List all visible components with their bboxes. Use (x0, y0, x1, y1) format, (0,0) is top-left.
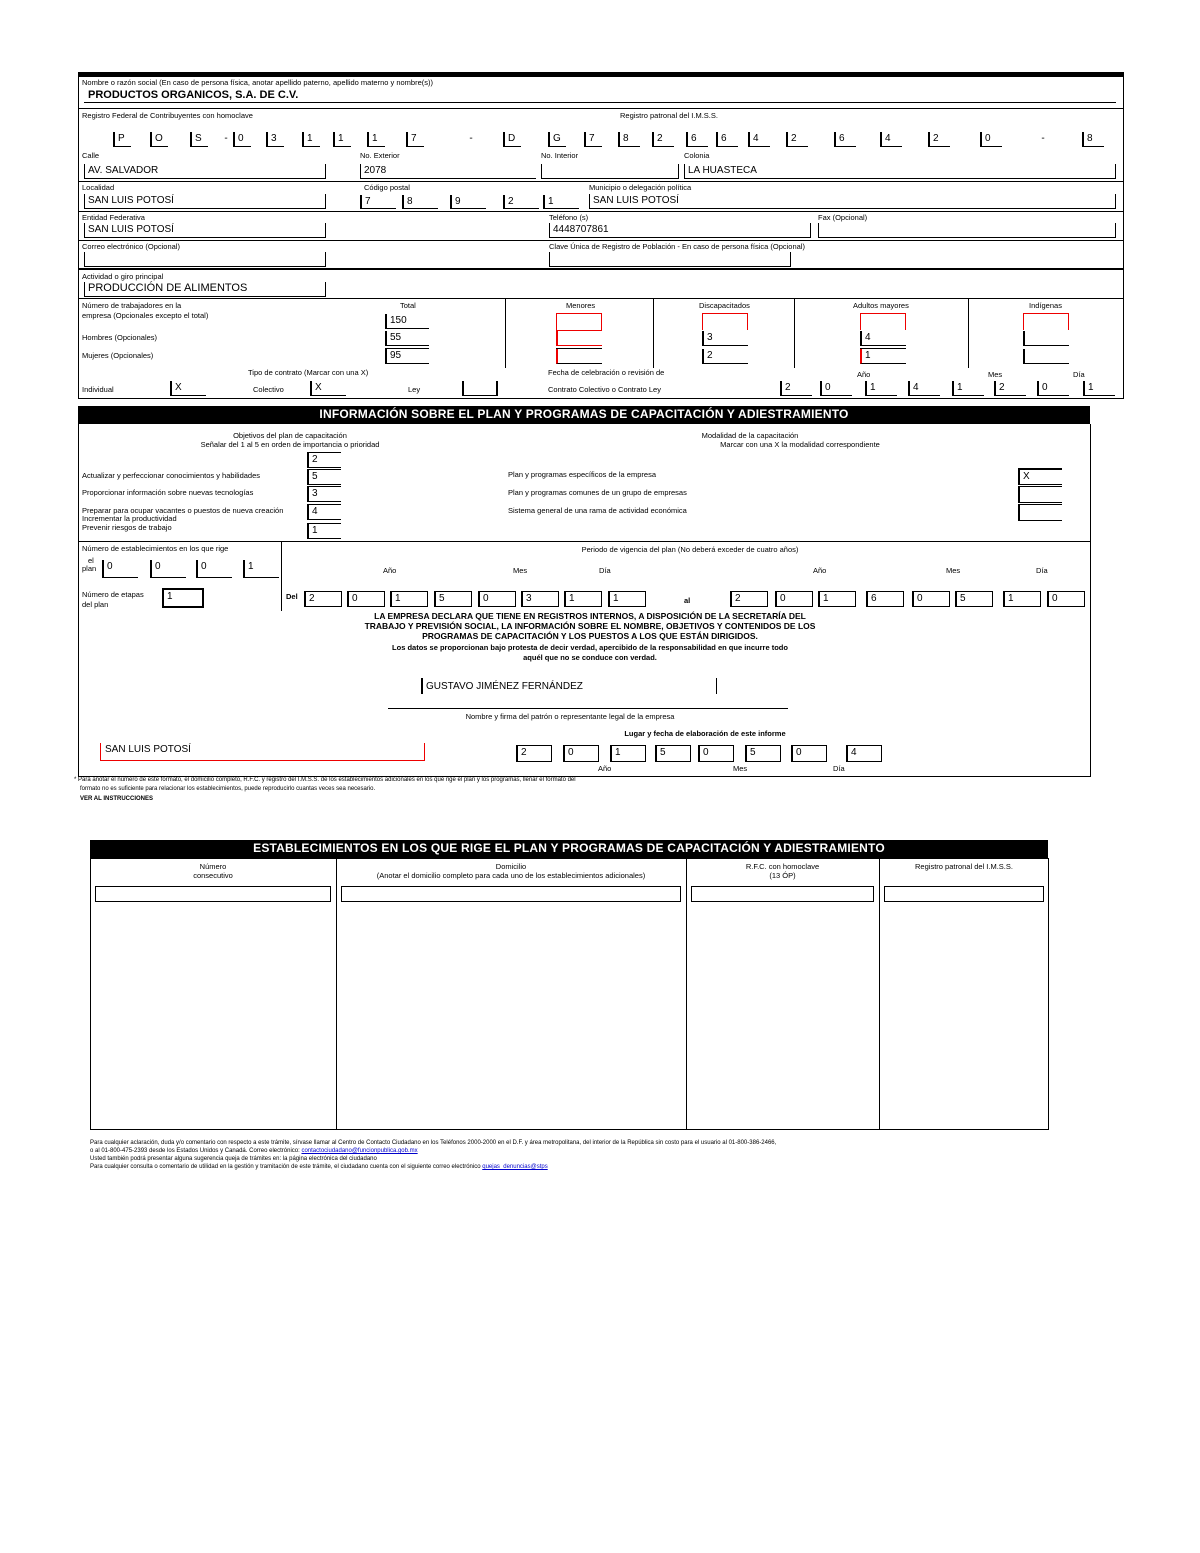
footer-email-link[interactable]: contactociudadano@funcionpublica.gob.mx (301, 1148, 418, 1154)
total-cell[interactable]: 150 (385, 314, 429, 329)
imss-box[interactable]: 6 (834, 132, 856, 147)
establecimientos-box[interactable]: 0 (150, 560, 186, 578)
anio-label: Año (857, 370, 871, 379)
rfc-box[interactable]: - (469, 133, 473, 144)
cp-box[interactable]: 8 (402, 195, 438, 209)
fecha-celebracion-box[interactable]: 1 (1083, 381, 1115, 396)
col-numero-2: consecutivo (193, 871, 233, 880)
actividad-input[interactable]: PRODUCCIÓN DE ALIMENTOS (84, 282, 326, 297)
vigencia-al-box[interactable]: 0 (912, 591, 950, 607)
individual-checkbox[interactable]: X (170, 381, 206, 396)
curp-input[interactable] (549, 252, 791, 267)
ley-label: Ley (408, 385, 421, 394)
rfc-box[interactable]: 1 (333, 132, 351, 147)
hombres-adultos-cell[interactable]: 4 (860, 331, 906, 346)
vigencia-anio-2: Año (813, 566, 827, 575)
col-sep (336, 858, 337, 1130)
vigencia-dia-2: Día (1036, 566, 1048, 575)
col-sep (505, 298, 506, 368)
frame-right (1090, 424, 1091, 776)
firma-label: Nombre y firma del patrón o representante legal de la empresa (465, 712, 675, 721)
nota-1: * Para anotar el número de este formato, el domicilio completo, R.F.C. y registro del I.M.S.S. de los establecimientos adicionales en los que rige el plan y los programas, llenar el formato del (74, 777, 576, 783)
frame-bottom (78, 398, 1124, 399)
vigencia-del-box[interactable]: 1 (564, 591, 602, 607)
objetivo-priority-input[interactable]: 2 (307, 452, 341, 468)
modalidad-label: Plan y programas comunes de un grupo de empresas (508, 488, 687, 497)
rule (556, 348, 602, 349)
objetivo-priority-input[interactable]: 1 (307, 523, 341, 539)
footer-line-3: Usted también podrá presentar alguna sugerencia queja de trámites en: la página electrónica del ciudadano (90, 1156, 377, 1162)
mujeres-indigenas-cell[interactable] (1023, 349, 1069, 364)
rfc-input[interactable] (691, 886, 874, 902)
fecha-celebracion-box[interactable]: 2 (780, 381, 812, 396)
col-imss: Registro patronal del I.M.S.S. (915, 862, 1013, 871)
colectivo-label: Colectivo (253, 385, 284, 394)
etapas-input[interactable]: 1 (162, 588, 204, 608)
establecimientos-box[interactable]: 0 (102, 560, 138, 578)
frame-left (78, 424, 79, 776)
entidad-input[interactable]: SAN LUIS POTOSÍ (84, 223, 326, 238)
actividad-label: Actividad o giro principal (82, 272, 164, 281)
col-rfc-2: (13 ÓP) (769, 871, 796, 880)
imss-box[interactable]: 6 (686, 132, 708, 147)
municipio-input[interactable]: SAN LUIS POTOSÍ (589, 194, 1116, 209)
frame-right (1123, 72, 1124, 398)
rfc-box[interactable]: 0 (233, 132, 251, 147)
divider (78, 240, 1124, 241)
declaracion-2: TRABAJO Y PREVISIÓN SOCIAL, LA INFORMACIÓN SOBRE EL NOMBRE, OBJETIVOS Y CONTENIDOS DE LOS (364, 621, 816, 631)
razon-label: Nombre o razón social (En caso de persona física, anotar apellido paterno, apellido materno y nombre(s)) (82, 78, 434, 87)
establecimientos-box[interactable]: 0 (196, 560, 232, 578)
localidad-label: Localidad (82, 183, 115, 192)
fecha-celebracion-box[interactable]: 0 (1037, 381, 1069, 396)
hombres-indigenas-cell[interactable] (1023, 331, 1069, 346)
vigencia-del-box[interactable]: 5 (434, 591, 472, 607)
objetivo-label: Proporcionar información sobre nuevas tecnologías (82, 488, 254, 497)
etapas-label: Número de etapas (82, 590, 144, 599)
cp-box[interactable]: 2 (503, 195, 539, 209)
col-sep (281, 541, 282, 611)
modalidad-label: Plan y programas específicos de la empresa (508, 470, 656, 479)
rep-bracket (421, 678, 423, 694)
establecimientos-label-plan: plan (82, 564, 97, 573)
municipio-label: Municipio o delegación política (589, 183, 692, 192)
col-total: Total (400, 301, 416, 310)
nota-2: formato no es suficiente para relacionar los establecimientos, puede reproducirlo cuantas veces sea necesario. (80, 786, 376, 792)
rfc-box[interactable]: D (503, 132, 521, 147)
mujeres-adultos-cell[interactable]: 1 (860, 349, 906, 364)
footer-line-4: Para cualquier consulta o comentario de utilidad en la gestión y tramitación de este trámite, el ciudadano cuenta con el siguiente correo electrónico quejas_denuncias@stps (90, 1164, 548, 1170)
calle-label: Calle (82, 151, 100, 160)
imss-box[interactable]: 8 (1082, 132, 1104, 147)
calle-input[interactable]: AV. SALVADOR (84, 164, 326, 179)
fecha-celebracion-box[interactable]: 1 (952, 381, 984, 396)
imss-box[interactable]: - (1041, 133, 1045, 144)
telefono-input[interactable]: 4448707861 (549, 223, 811, 238)
rep-bracket (716, 678, 717, 694)
rfc-box[interactable]: - (224, 133, 228, 144)
mujeres-menores-cell[interactable] (556, 349, 602, 364)
vigencia-del-box[interactable]: 1 (608, 591, 646, 607)
razon-value[interactable]: PRODUCTOS ORGANICOS, S.A. DE C.V. (88, 89, 299, 101)
objetivo-label: Incrementar la productividad (82, 514, 177, 523)
objetivo-priority-input[interactable]: 5 (307, 469, 341, 485)
fecha-celebracion-box[interactable]: 1 (865, 381, 897, 396)
footer-line-1: Para cualquier aclaración, duda y/o comentario con respecto a este trámite, sírvase llamar al Centro de Contacto Ciudadano en los Teléfonos 2000-2000 en el D.F. y área metropolitana, del interior de la República sin costo para el usuario al 01-800-386-2466, (90, 1140, 777, 1146)
vigencia-al-box[interactable]: 0 (1047, 591, 1085, 607)
telefono-label: Teléfono (s) (549, 213, 589, 222)
rfc-box[interactable]: 7 (584, 132, 602, 147)
vigencia-mes-2: Mes (946, 566, 961, 575)
fecha-mes-label: Mes (733, 764, 748, 773)
imss-box[interactable]: 0 (980, 132, 1002, 147)
col-domicilio: Domicilio (495, 862, 527, 871)
fecha-celebracion-label-2: Contrato Colectivo o Contrato Ley (548, 385, 661, 394)
fecha-elaboracion-box[interactable]: 0 (791, 745, 827, 762)
imss-box[interactable]: 2 (928, 132, 950, 147)
col-domicilio-2: (Anotar el domicilio completo para cada uno de los establecimientos adicionales) (376, 871, 646, 880)
hombres-total-cell[interactable]: 55 (385, 331, 429, 346)
localidad-input[interactable]: SAN LUIS POTOSÍ (84, 194, 326, 209)
divider (78, 541, 1091, 542)
fecha-elaboracion-box[interactable]: 5 (745, 745, 781, 762)
curp-label: Clave Única de Registro de Población - En caso de persona física (Opcional) (549, 242, 805, 251)
vigencia-al-box[interactable]: 1 (1003, 591, 1041, 607)
fecha-celebracion-box[interactable]: 2 (994, 381, 1026, 396)
vigencia-mes-1: Mes (513, 566, 528, 575)
rfc-box[interactable]: 3 (266, 132, 284, 147)
rfc-label: Registro Federal de Contribuyentes con homoclave (82, 111, 253, 120)
col-sep (686, 858, 687, 1130)
vigencia-del-box[interactable]: 0 (347, 591, 385, 607)
objetivos-label: Objetivos del plan de capacitación (233, 431, 347, 440)
fecha-celebracion-label: Fecha de celebración o revisión de (548, 368, 665, 377)
protesta-2: aquél que no se conduce con verdad. (523, 653, 657, 662)
vigencia-al-box[interactable]: 1 (818, 591, 856, 607)
objetivos-sublabel: Señalar del 1 al 5 en orden de importancia o prioridad (200, 440, 380, 449)
vigencia-al-box[interactable]: 6 (866, 591, 904, 607)
fecha-anio-label: Año (598, 764, 612, 773)
rfc-box[interactable]: 1 (302, 132, 320, 147)
objetivo-priority-input[interactable]: 3 (307, 486, 341, 502)
objetivo-priority-input[interactable]: 4 (307, 504, 341, 520)
establecimientos-label: Número de establecimientos en los que rige (82, 544, 229, 553)
divider (78, 181, 1124, 182)
imss-input[interactable] (884, 886, 1044, 902)
vigencia-del-box[interactable]: 3 (521, 591, 559, 607)
declaracion-1: LA EMPRESA DECLARA QUE TIENE EN REGISTROS INTERNOS, A DISPOSICIÓN DE LA SECRETARÍA DEL (374, 611, 806, 621)
top-rule (78, 72, 1124, 77)
vigencia-del-box[interactable]: 0 (478, 591, 516, 607)
objetivo-label: Prevenir riesgos de trabajo (82, 523, 172, 532)
rfc-box[interactable]: P (113, 132, 131, 147)
imss-box[interactable]: 2 (786, 132, 808, 147)
trabajadores-label-2: empresa (Opcionales excepto el total) (82, 311, 209, 320)
fecha-elaboracion-box[interactable]: 0 (563, 745, 599, 762)
rfc-box[interactable]: G (548, 132, 566, 147)
modalidad-label: Modalidad de la capacitación (701, 431, 799, 440)
dia-label: Día (1073, 370, 1085, 379)
fecha-celebracion-box[interactable]: 0 (820, 381, 852, 396)
modalidad-checkbox[interactable] (1018, 486, 1062, 503)
colonia-label: Colonia (684, 151, 710, 160)
correo-label: Correo electrónico (Opcional) (82, 242, 180, 251)
lugar-input[interactable]: SAN LUIS POTOSÍ (100, 743, 425, 761)
cp-box[interactable]: 7 (360, 195, 396, 209)
mujeres-total-cell[interactable]: 95 (385, 349, 429, 364)
plan-section-title: INFORMACIÓN SOBRE EL PLAN Y PROGRAMAS DE CAPACITACIÓN Y ADIESTRAMIENTO (78, 406, 1090, 424)
fecha-dia-label: Día (833, 764, 845, 773)
imss-box[interactable]: 6 (716, 132, 738, 147)
modalidad-label: Sistema general de una rama de actividad económica (508, 506, 687, 515)
ley-checkbox[interactable] (462, 381, 498, 396)
hombres-menores-cell[interactable] (556, 331, 602, 346)
hombres-label: Hombres (Opcionales) (82, 333, 158, 342)
rule (860, 348, 906, 349)
cp-box[interactable]: 1 (543, 195, 579, 209)
modalidad-checkbox[interactable]: X (1018, 468, 1062, 485)
firma-line (388, 708, 788, 709)
establecimientos-box[interactable]: 1 (243, 560, 279, 578)
cp-box[interactable]: 9 (450, 195, 486, 209)
discap-total-cell[interactable] (702, 313, 748, 330)
nota-3: VER AL INSTRUCCIONES (80, 796, 154, 802)
col-sep (653, 298, 654, 368)
numero-input[interactable] (95, 886, 331, 902)
trabajadores-label: Número de trabajadores en la (82, 301, 182, 310)
indigenas-total-cell[interactable] (1023, 313, 1069, 330)
tipo-contrato-label: Tipo de contrato (Marcar con una X) (248, 368, 369, 377)
vigencia-anio-1: Año (383, 566, 397, 575)
adultos-total-cell[interactable] (860, 313, 906, 330)
divider (78, 268, 1124, 270)
col-indigenas: Indígenas (1029, 301, 1062, 310)
col-numero: Número (199, 862, 227, 871)
col-sep (968, 298, 969, 368)
col-sep (794, 298, 795, 368)
mujeres-discap-cell[interactable]: 2 (702, 349, 748, 364)
modalidad-sublabel: Marcar con una X la modalidad correspondiente (720, 440, 880, 449)
correo-input[interactable] (84, 252, 326, 267)
hombres-discap-cell[interactable]: 3 (702, 331, 748, 346)
rfc-box[interactable]: 7 (406, 132, 424, 147)
fecha-elaboracion-box[interactable]: 0 (698, 745, 734, 762)
objetivo-label: Preparar para ocupar vacantes o puestos de nueva creación (82, 506, 284, 515)
imss-box[interactable]: 4 (880, 132, 902, 147)
imss-label: Registro patronal del I.M.S.S. (620, 111, 718, 120)
vigencia-al-box[interactable]: 5 (955, 591, 993, 607)
divider (78, 211, 1124, 212)
rfc-box[interactable]: 1 (367, 132, 385, 147)
objetivo-label: Actualizar y perfeccionar conocimientos y habilidades (82, 471, 261, 480)
vigencia-del-box[interactable]: 1 (390, 591, 428, 607)
mujeres-label: Mujeres (Opcionales) (82, 351, 154, 360)
imss-box[interactable]: 8 (618, 132, 640, 147)
etapas-label-2: del plan (82, 600, 109, 609)
col-discapacitados: Discapacitados (699, 301, 750, 310)
protesta-1: Los datos se proporcionan bajo protesta de decir verdad, apercibido de la responsabilidad en que incurre todo (392, 643, 788, 652)
vigencia-del-box[interactable]: 2 (304, 591, 342, 607)
vigencia-label: Periodo de vigencia del plan (No deberá exceder de cuatro años) (581, 545, 799, 554)
modalidad-checkbox[interactable] (1018, 504, 1062, 521)
ext-label: No. Exterior (360, 151, 400, 160)
frame-left (78, 72, 79, 398)
cp-label: Código postal (364, 183, 410, 192)
vigencia-al-box[interactable]: 2 (730, 591, 768, 607)
col-sep (879, 858, 880, 1130)
footer-line-2: o al 01-800-475-2393 desde los Estados Unidos y Canadá. Correo electrónico: contactociudadano@funcionpublica.gob.mx (90, 1148, 418, 1154)
col-menores: Menores (566, 301, 596, 310)
int-input[interactable] (541, 164, 679, 179)
individual-label: Individual (82, 385, 114, 394)
al-label: al (684, 596, 691, 605)
fecha-elaboracion-box[interactable]: 2 (516, 745, 552, 762)
fecha-celebracion-box[interactable]: 4 (908, 381, 940, 396)
fax-input[interactable] (818, 223, 1116, 238)
lugar-label: Lugar y fecha de elaboración de este informe (624, 729, 786, 738)
colectivo-checkbox[interactable]: X (310, 381, 346, 396)
rfc-box[interactable]: O (150, 132, 168, 147)
fax-label: Fax (Opcional) (818, 213, 868, 222)
establecimientos-section-title: ESTABLECIMIENTOS EN LOS QUE RIGE EL PLAN Y PROGRAMAS DE CAPACITACIÓN Y ADIESTRAMIENTO (90, 840, 1048, 858)
vigencia-dia-1: Día (599, 566, 611, 575)
menores-total-cell[interactable] (556, 313, 602, 330)
mes-label: Mes (988, 370, 1003, 379)
imss-box[interactable]: 2 (652, 132, 674, 147)
fecha-elaboracion-box[interactable]: 5 (655, 745, 691, 762)
fecha-elaboracion-box[interactable]: 1 (610, 745, 646, 762)
int-label: No. Interior (541, 151, 579, 160)
entidad-label: Entidad Federativa (82, 213, 145, 222)
ext-input[interactable]: 2078 (360, 164, 536, 179)
fecha-elaboracion-box[interactable]: 4 (846, 745, 882, 762)
vigencia-al-box[interactable]: 0 (775, 591, 813, 607)
razon-underline (84, 102, 1116, 103)
col-rfc: R.F.C. con homoclave (745, 862, 820, 871)
col-adultos: Adultos mayores (853, 301, 909, 310)
imss-box[interactable]: 4 (748, 132, 770, 147)
domicilio-input[interactable] (341, 886, 681, 902)
representante-name[interactable]: GUSTAVO JIMÉNEZ FERNÁNDEZ (426, 681, 583, 692)
divider (78, 108, 1124, 109)
colonia-input[interactable]: LA HUASTECA (684, 164, 1116, 179)
establecimientos-label-el: el (88, 556, 94, 565)
rfc-box[interactable]: S (190, 132, 208, 147)
rule (385, 348, 429, 349)
footer-quejas-link[interactable]: quejas_denuncias@stps (482, 1164, 548, 1170)
del-label: Del (286, 592, 298, 601)
declaracion-3: PROGRAMAS DE CAPACITACIÓN Y LOS PUESTOS A LOS QUE ESTÁN DIRIGIDOS. (422, 631, 758, 641)
